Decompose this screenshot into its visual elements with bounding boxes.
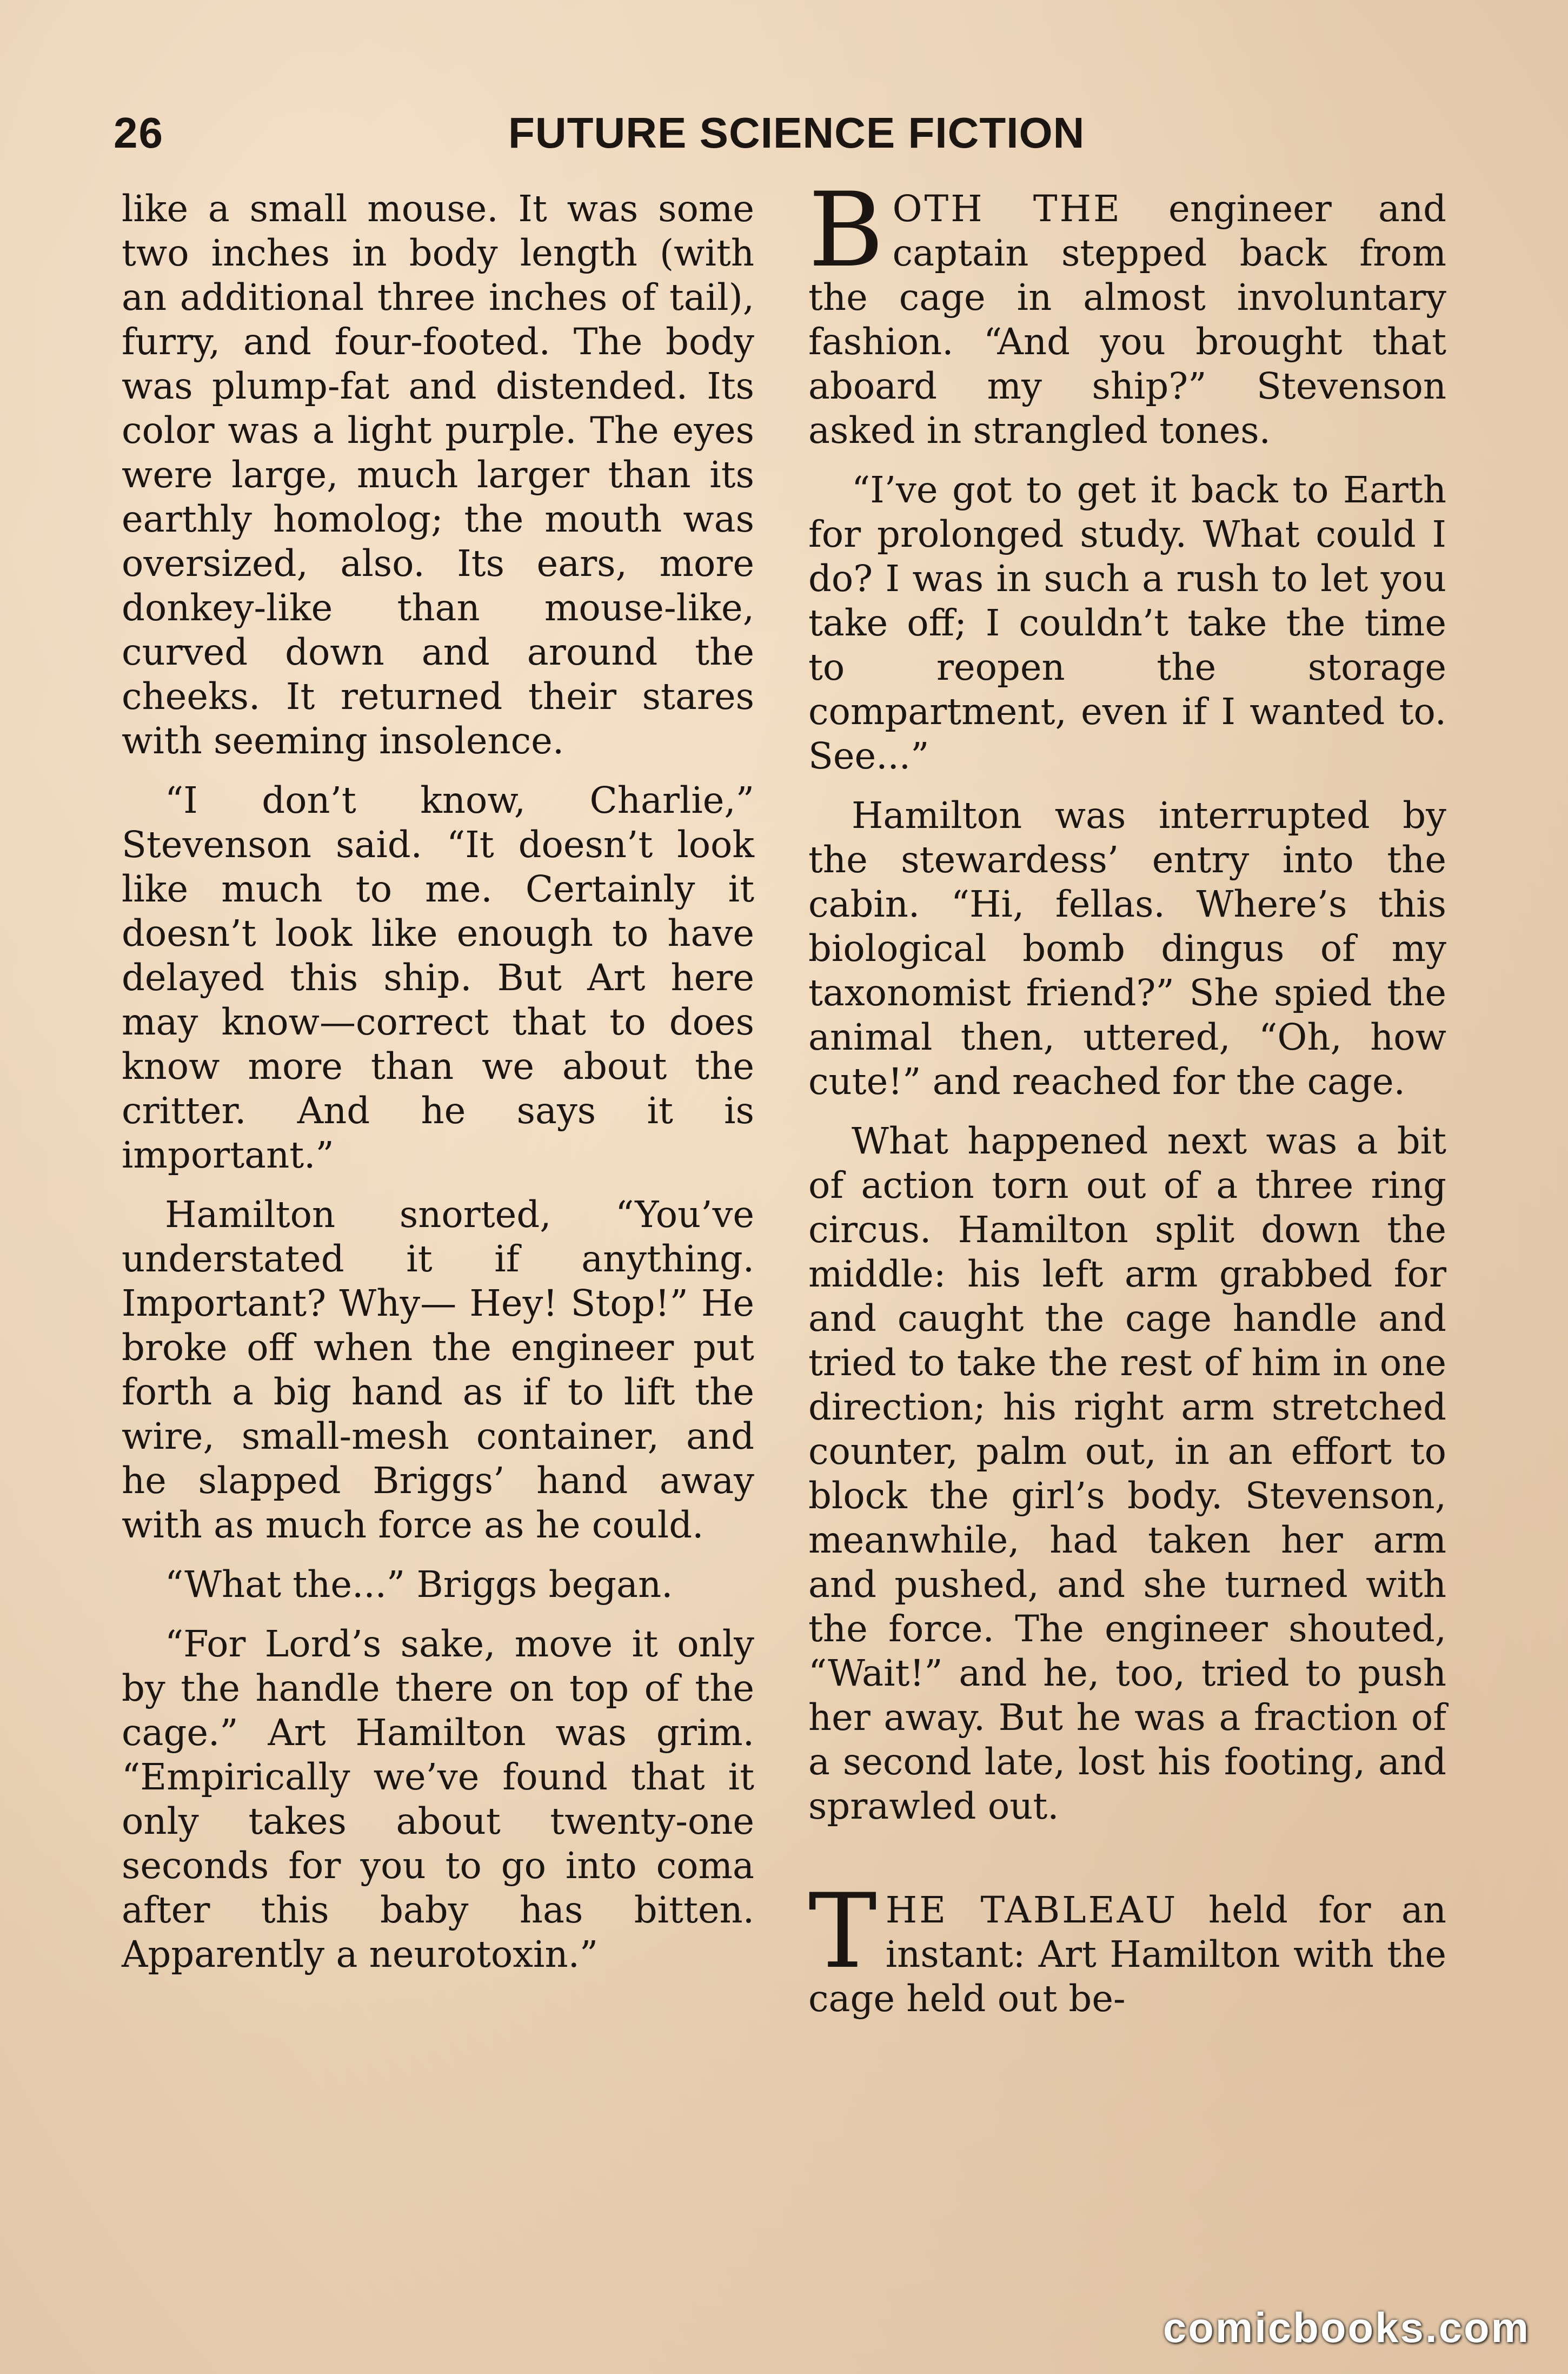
drop-cap: T bbox=[808, 1872, 877, 1991]
watermark: comicbooks.com bbox=[1162, 2304, 1530, 2351]
drop-cap: B bbox=[808, 170, 884, 290]
paragraph: like a small mouse. It was some two inches in body length (with an additional three inches of tail), furry, and four-footed. The body was plump-fat and distended. Its color was a light purple. The eyes were large, much larger than its earthly homolog; the mouth was oversized, also. Its ears, more donkey-like than mouse-like, curved down and around the cheeks. It returned their stares with seeming insolence. bbox=[122, 188, 754, 762]
right-column bbox=[808, 170, 1446, 2036]
paragraph: “For Lord’s sake, move it only by the handle there on top of the cage.” Art Hamilton was grim. “Empirically we’ve found that it only takes about twenty-one seconds for you to go into coma after this baby has bitten. Apparently a neurotoxin.” bbox=[122, 1623, 754, 1975]
paragraph: Hamilton snorted, “You’ve understated it if anything. Important? Why— Hey! Stop!” He broke off when the engineer put forth a big hand as if to lift the wire, small-mesh container, and he slapped Briggs’ hand away with as much force as he could. bbox=[122, 1193, 754, 1546]
paragraph: “What the...” Briggs began. bbox=[165, 1563, 673, 1606]
lead-in-caps: OTH THE bbox=[892, 188, 1122, 230]
left-column bbox=[122, 187, 754, 1992]
lead-in-caps: HE TABLEAU bbox=[885, 1889, 1178, 1931]
paragraph: What happened next was a bit of action torn out of a three ring circus. Hamilton split down the middle: his left arm grabbed for and caught the cage handle and tried to take the rest of him in one direction; his right arm stretched counter, palm out, in an effort to block the girl’s body. Stevenson, meanwhile, had taken her arm and pushed, and she turned with the force. The engineer shouted, “Wait!” and he, too, tried to push her away. But he was a fraction of a second late, lost his footing, and sprawled out. bbox=[808, 1120, 1446, 1827]
paragraph-dropcap bbox=[808, 170, 1446, 453]
paragraph: “I’ve got to get it back to Earth for prolonged study. What could I do? I was in such a rush to let you take off; I couldn’t take the time to reopen the storage compartment, even if I wanted to. See...” bbox=[808, 469, 1446, 777]
paragraph: “I don’t know, Charlie,” Stevenson said. “It doesn’t look like much to me. Certainly it doesn’t look like enough to have delayed this ship. But Art here may know—correct that to does know more than we about the critter. And he says it is important.” bbox=[122, 779, 754, 1176]
paragraph: Hamilton was interrupted by the stewardess’ entry into the cabin. “Hi, fellas. Where’s this biological bomb dingus of my taxonomist friend?” She spied the animal then, uttered, “Oh, how cute!” and reached for the cage. bbox=[808, 794, 1446, 1103]
paragraph-dropcap bbox=[808, 1872, 1446, 2021]
running-head: FUTURE SCIENCE FICTION bbox=[508, 109, 1085, 157]
paragraph-text: engineer and captain stepped back from the cage in almost involuntary fashion. “And you brought that aboard my ship?” Stevenson asked in strangled tones. bbox=[808, 188, 1446, 452]
page-number: 26 bbox=[114, 109, 164, 157]
paragraph-text: held for an instant: Art Hamilton with the cage held out be- bbox=[808, 1889, 1446, 2020]
